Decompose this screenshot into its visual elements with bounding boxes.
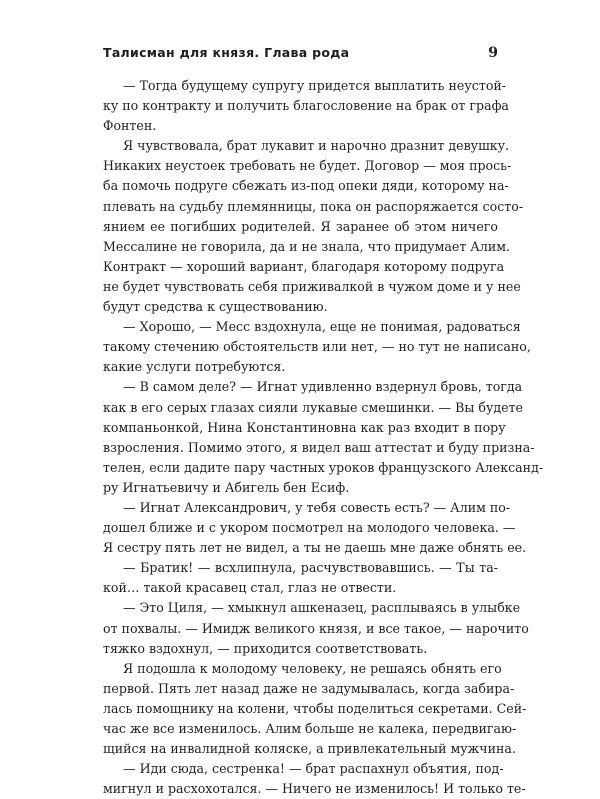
text-line: лась помощнику на колени, чтобы поделиться секретами. Сей- [103, 700, 527, 716]
text-line: ру Игнатьевичу и Абигель бен Есиф. [103, 479, 350, 495]
text-line: ку по контракту и получить благословение на брак от графа [103, 98, 509, 114]
page-number: 9 [488, 45, 498, 61]
text-line: — Хорошо, — Месс вздохнула, еще не понимая, радоваться [123, 319, 521, 335]
text-line: Мессалине не говорила, да и не знала, что придумает Алим. [103, 238, 511, 254]
text-line: компаньонкой, Нина Константиновна как раз входит в пору [103, 419, 506, 435]
text-line: — В самом деле? — Игнат удивленно вздернул бровь, тогда [123, 379, 523, 395]
text-line: не будет чувствовать себя приживалкой в чужом доме и у нее [103, 278, 521, 294]
text-line: первой. Пять лет назад даже не задумывалась, когда забира- [103, 680, 515, 696]
text-line: Я сестру пять лет не видел, а ты не даешь мне даже обнять ее. [103, 540, 527, 556]
text-line: будут средства к существованию. [103, 299, 328, 315]
text-line: Никаких неустоек требовать не будет. Договор — моя прось- [103, 158, 512, 174]
text-line: какие услуги потребуются. [103, 359, 286, 375]
text-line: от похвалы. — Имидж великого князя, и все такое, — нарочито [103, 620, 529, 636]
text-line: кой… такой красавец стал, глаз не отвести. [103, 580, 397, 596]
text-line: щийся на инвалидной коляске, а привлекательный мужчина. [103, 741, 516, 757]
text-line: — Это Циля, — хмыкнул ашкеназец, расплываясь в улыбке [123, 600, 521, 616]
text-line: взросления. Помимо этого, я видел ваш аттестат и буду призна- [103, 439, 535, 455]
text-line: такому стечению обстоятельств или нет, — но тут не написано, [103, 339, 531, 355]
text-line: — Игнат Александрович, у тебя совесть есть? — Алим по- [123, 499, 511, 515]
text-line: ба помочь подруге сбежать из-под опеки дяди, которому на- [103, 178, 509, 194]
text-line: — Братик! — всхлипнула, расчувствовавшись. — Ты та- [123, 560, 498, 576]
text-line: телен, если дадите пару частных уроков французского Александ- [103, 459, 544, 475]
text-line: дошел ближе и с укором посмотрел на молодого человека. — [103, 520, 516, 536]
text-line: Я подошла к молодому человеку, не решаясь обнять его [123, 660, 502, 676]
text-line: Контракт — хороший вариант, благодаря которому подруга [103, 258, 505, 274]
body-text [103, 76, 544, 799]
text-line: тяжко вздохнул, — приходится соответствовать. [103, 640, 428, 656]
text-line: Фонтен. [103, 118, 157, 134]
page-header [103, 45, 498, 67]
text-line: час же все изменилось. Алим больше не калека, передвигаю- [103, 721, 517, 736]
text-line: — Тогда будущему супругу придется выплатить неустой- [123, 78, 507, 93]
text-line: плевать на судьбу племянницы, пока он распоряжается состо- [103, 198, 524, 214]
text-line: — Иди сюда, сестренка! — брат распахнул объятия, под- [123, 761, 504, 777]
text-line: Я чувствовала, брат лукавит и нарочно дразнит девушку. [123, 138, 510, 154]
text-line: янием ее погибших родителей. Я заранее об этом ничего [103, 218, 498, 234]
running-title: Талисман для князя. Глава рода [103, 45, 350, 60]
text-line: как в его серых глазах сияли лукавые смешинки. — Вы будете [103, 399, 523, 415]
text-line: мигнул и расхохотался. — Ничего не изменилось! И только те- [103, 781, 526, 797]
